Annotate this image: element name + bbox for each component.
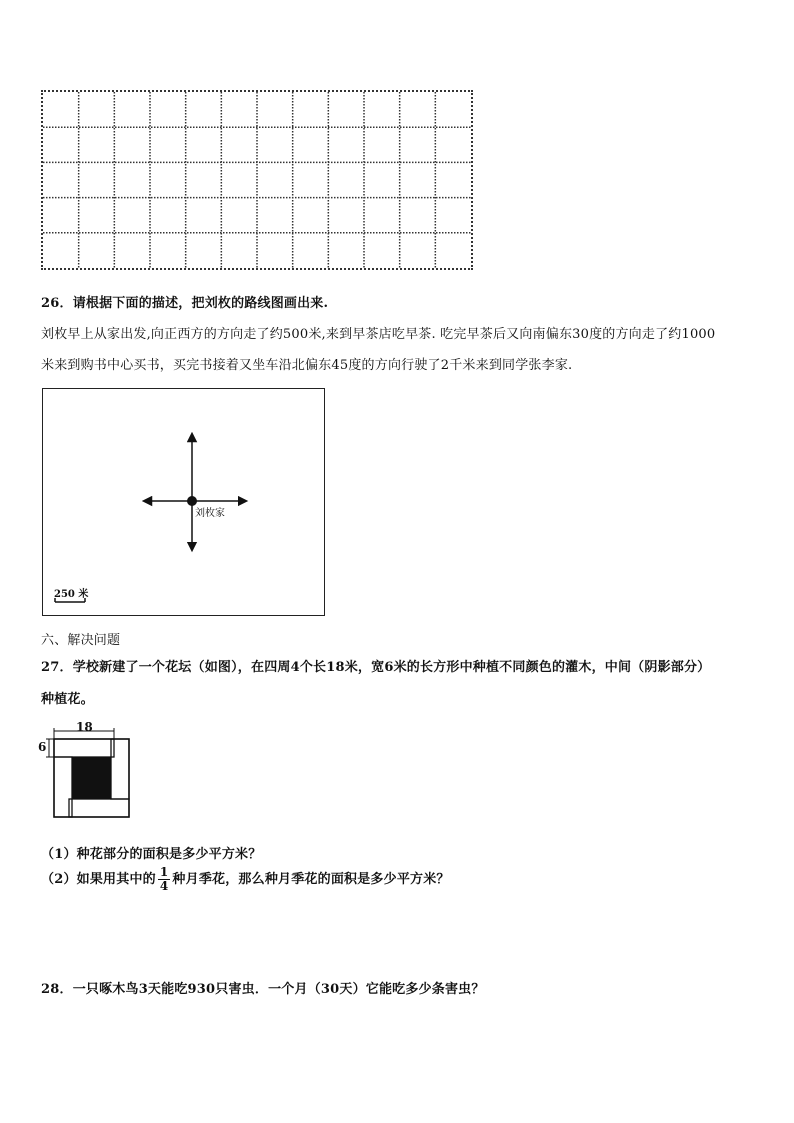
scale-label: 250 米 <box>54 589 89 600</box>
flowerbed-figure <box>38 720 138 822</box>
q27-sub2-after: 种月季花，那么种月季花的面积是多少平方米？ <box>172 872 450 887</box>
q27-sub2-before: （2）如果用其中的 <box>41 872 156 887</box>
q27-text-line2: 种植花。 <box>41 692 94 707</box>
q26-text-line1: 刘枚早上从家出发,向正西方的方向走了约500米,来到早茶店吃早茶. 吃完早茶后又向南偏东30度的方向走了约1000 <box>41 327 716 342</box>
q28-text: 28．一只啄木鸟3天能吃930只害虫．一个月（30天）它能吃多少条害虫？ <box>41 982 485 997</box>
fraction <box>158 866 171 893</box>
q27-sub2 <box>41 866 450 893</box>
route-map <box>42 388 325 616</box>
q27-text-line1: 27．学校新建了一个花坛（如图），在四周4个长18米，宽6米的长方形中种植不同颜色的灌木，中间（阴影部分） <box>41 660 711 675</box>
q26-text-line2: 米来到购书中心买书，买完书接着又坐车沿北偏东45度的方向行驶了2千米来到同学张李家. <box>41 358 573 373</box>
q27-sub1: （1）种花部分的面积是多少平方米？ <box>41 847 262 862</box>
compass-diagram <box>43 389 326 617</box>
q26-title: 26．请根据下面的描述，把刘枚的路线图画出来. <box>41 296 329 311</box>
grid-lines <box>43 92 475 272</box>
dim-width: 6 <box>38 740 47 754</box>
section-title: 六、解决问题 <box>41 633 121 648</box>
home-label: 刘枚家 <box>195 508 225 519</box>
flowerbed-diagram <box>38 720 138 822</box>
fraction-denominator: 4 <box>159 879 169 893</box>
dim-length: 18 <box>76 720 93 734</box>
writing-grid <box>41 90 473 270</box>
fraction-numerator: 1 <box>159 865 169 879</box>
